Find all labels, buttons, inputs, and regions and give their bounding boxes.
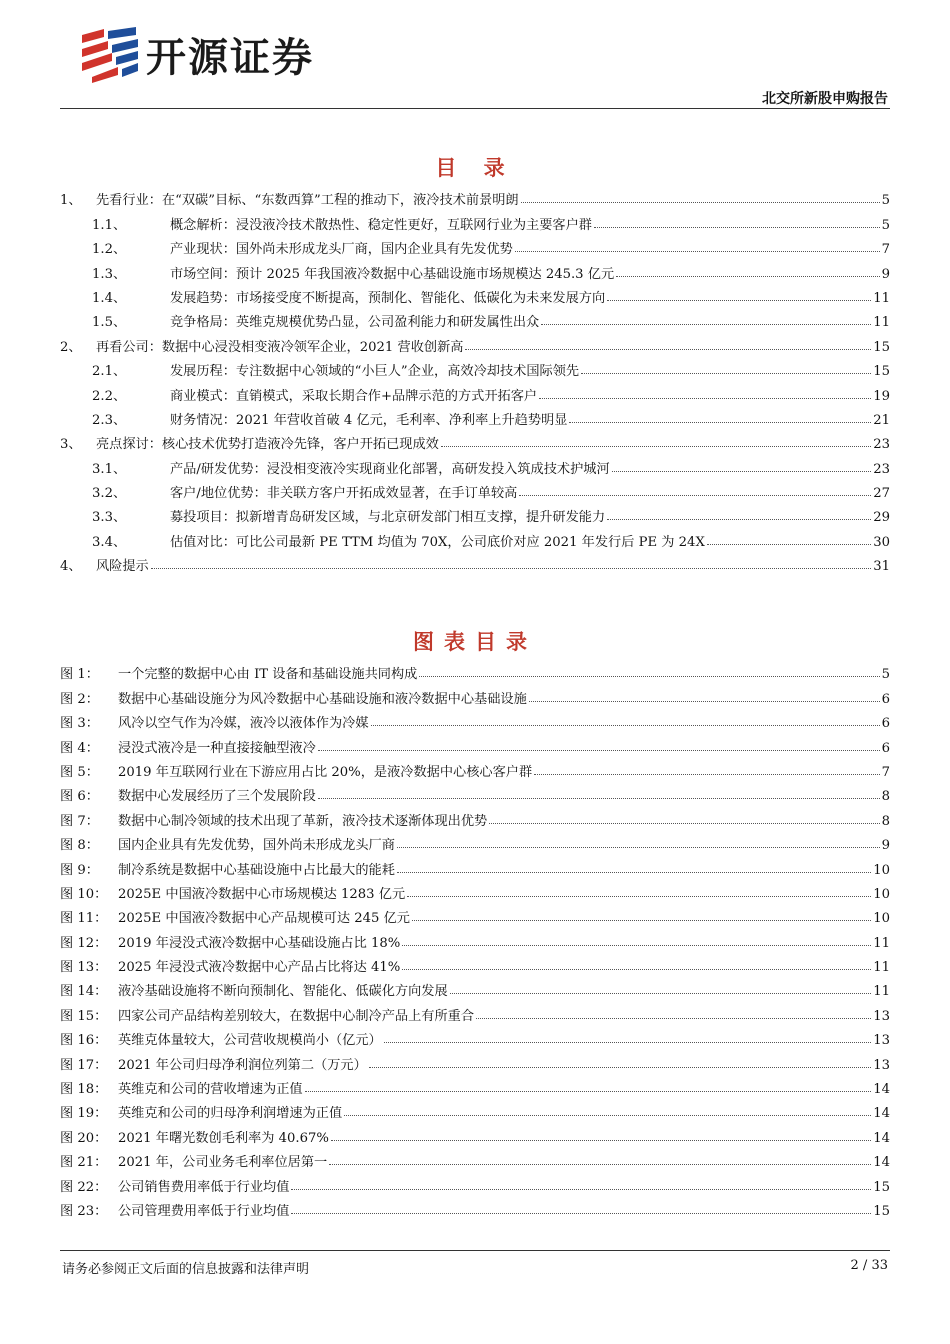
figure-entry-page: 6 (881, 691, 890, 707)
toc-entry-page: 21 (873, 412, 890, 428)
toc-entry-num: 1、 (60, 193, 82, 209)
toc-entry-num: 2.3、 (92, 412, 127, 428)
figure-entry-page: 10 (873, 911, 890, 927)
figure-entry-num: 图 20： (60, 1130, 108, 1146)
figure-entry[interactable] (60, 707, 890, 731)
figures-title: 图表目录 (413, 630, 537, 654)
figure-entry-num: 图 18： (60, 1082, 108, 1098)
figure-entry-page: 6 (881, 740, 890, 756)
dot-leader (450, 993, 872, 994)
figure-entry-num: 图 6： (60, 789, 99, 805)
figure-entry-num: 图 16： (60, 1033, 108, 1049)
figure-entry[interactable] (60, 1195, 890, 1219)
figure-entry-page: 14 (873, 1106, 890, 1122)
toc-entry-title: 再看公司：数据中心浸没相变液冷领军企业，2021 营收创新高 (96, 339, 464, 355)
toc-entry-page: 23 (873, 437, 890, 453)
dot-leader (397, 872, 871, 873)
figure-entry-num: 图 23： (60, 1203, 108, 1219)
toc-entry[interactable] (60, 379, 890, 403)
logo-mark-icon (78, 27, 140, 83)
figure-entry-num: 图 1： (60, 667, 99, 683)
figure-entry-title: 风冷以空气作为冷媒，液冷以液体作为冷媒 (118, 716, 369, 732)
toc-entry-num: 1.2、 (92, 242, 127, 258)
toc-entry-title: 估值对比：可比公司最新 PE TTM 均值为 70X，公司底价对应 2021 年发行后 PE 为 24X (170, 534, 705, 550)
figure-entry-num: 图 13： (60, 960, 108, 976)
toc-entry[interactable] (60, 525, 890, 549)
figure-entry-title: 2021 年公司归母净利润位列第二（万元） (118, 1057, 367, 1073)
figure-entry-title: 2021 年曙光数创毛利率为 40.67% (118, 1130, 329, 1146)
figure-entry-num: 图 19： (60, 1106, 108, 1122)
toc-entry[interactable] (60, 282, 890, 306)
figure-entry-num: 图 3： (60, 716, 99, 732)
figure-entry[interactable] (60, 829, 890, 853)
figure-entry-num: 图 9： (60, 862, 99, 878)
dot-leader (291, 1189, 871, 1190)
toc-entry-num: 2.2、 (92, 388, 127, 404)
toc-entry[interactable] (60, 428, 890, 452)
figure-entry-title: 制冷系统是数据中心基础设施中占比最大的能耗 (118, 862, 395, 878)
figure-entry-page: 13 (873, 1008, 890, 1024)
dot-leader (441, 446, 871, 447)
figure-entry[interactable] (60, 1048, 890, 1072)
dot-leader (369, 1067, 871, 1068)
figure-entry-title: 英维克和公司的归母净利润增速为正值 (118, 1106, 343, 1122)
dot-leader (521, 202, 880, 203)
figure-entry-title: 四家公司产品结构差别较大，在数据中心制冷产品上有所重合 (118, 1008, 475, 1024)
toc-entry-page: 27 (873, 486, 890, 502)
toc-entry-title: 市场空间：预计 2025 年我国液冷数据中心基础设施市场规模达 245.3 亿元 (170, 266, 615, 282)
figure-entry-title: 数据中心发展经历了三个发展阶段 (118, 789, 316, 805)
figure-entry-num: 图 14： (60, 984, 108, 1000)
dot-leader (607, 300, 871, 301)
figure-entry-title: 一个完整的数据中心由 IT 设备和基础设施共同构成 (118, 667, 418, 683)
toc-entry-page: 19 (873, 388, 890, 404)
toc-entry-title: 发展趋势：市场接受度不断提高，预制化、智能化、低碳化为未来发展方向 (170, 290, 606, 306)
toc-entry-num: 3.3、 (92, 510, 127, 526)
toc-entry-title: 概念解析：浸没液冷技术散热性、稳定性更好，互联网行业为主要客户群 (170, 217, 592, 233)
dot-leader (344, 1115, 871, 1116)
figure-entry-page: 15 (873, 1179, 890, 1195)
dot-leader (151, 568, 871, 569)
dot-leader (402, 969, 871, 970)
dot-leader (519, 495, 871, 496)
toc-entry-num: 1.3、 (92, 266, 127, 282)
toc-entry[interactable] (60, 501, 890, 525)
toc-entry-page: 5 (881, 217, 890, 233)
toc-entry[interactable] (60, 550, 890, 574)
figure-entry-title: 公司销售费用率低于行业均值 (118, 1179, 290, 1195)
toc-entry-num: 1.4、 (92, 290, 127, 306)
figure-entry-num: 图 5： (60, 764, 99, 780)
figure-entry[interactable] (60, 951, 890, 975)
figure-entry-page: 5 (881, 667, 890, 683)
report-type: 北交所新股申购报告 (762, 91, 888, 107)
figure-entry-page: 14 (873, 1082, 890, 1098)
toc-entry-num: 3.1、 (92, 461, 127, 477)
figure-entry-num: 图 21： (60, 1155, 108, 1171)
figure-entry[interactable] (60, 780, 890, 804)
toc-entry-num: 2、 (60, 339, 82, 355)
figure-entry-title: 数据中心制冷领域的技术出现了革新，液冷技术逐渐体现出优势 (118, 813, 488, 829)
figure-entry-num: 图 4： (60, 740, 99, 756)
figure-entry-num: 图 8： (60, 838, 99, 854)
dot-leader (612, 471, 872, 472)
toc-entry[interactable] (60, 257, 890, 281)
toc-entry-title: 财务情况：2021 年营收首破 4 亿元，毛利率、净利率上升趋势明显 (170, 412, 568, 428)
figure-entry-num: 图 7： (60, 813, 99, 829)
figure-entry-num: 图 15： (60, 1008, 108, 1024)
figure-entry-page: 14 (873, 1155, 890, 1171)
dot-leader (534, 774, 879, 775)
dot-leader (707, 544, 871, 545)
figure-entry-page: 11 (873, 935, 890, 951)
figure-entry-title: 2019 年浸没式液冷数据中心基础设施占比 18% (118, 935, 401, 951)
table-of-contents (60, 184, 890, 574)
footer-divider (60, 1250, 890, 1251)
figure-entry[interactable] (60, 682, 890, 706)
toc-entry-title: 竞争格局：英维克规模优势凸显，公司盈利能力和研发属性出众 (170, 315, 540, 331)
figure-entry-page: 8 (881, 813, 890, 829)
figure-entry-num: 图 11： (60, 911, 108, 927)
dot-leader (291, 1213, 871, 1214)
figure-entry-page: 14 (873, 1130, 890, 1146)
dot-leader (607, 519, 871, 520)
dot-leader (419, 676, 879, 677)
toc-entry-num: 1.1、 (92, 217, 127, 233)
toc-entry-page: 15 (873, 364, 890, 380)
figure-entry-title: 浸没式液冷是一种直接接触型液冷 (118, 740, 316, 756)
figure-entry-title: 国内企业具有先发优势，国外尚未形成龙头厂商 (118, 838, 395, 854)
dot-leader (397, 847, 880, 848)
toc-entry-num: 1.5、 (92, 315, 127, 331)
dot-leader (329, 1164, 871, 1165)
toc-entry-page: 31 (873, 559, 890, 575)
toc-entry-title: 募投项目：拟新增青岛研发区域，与北京研发部门相互支撑，提升研发能力 (170, 510, 606, 526)
toc-entry-page: 15 (873, 339, 890, 355)
figure-entry[interactable] (60, 756, 890, 780)
figure-entry-page: 13 (873, 1057, 890, 1073)
figure-entry[interactable] (60, 1170, 890, 1194)
figure-entry-title: 2025 年浸没式液冷数据中心产品占比将达 41% (118, 960, 401, 976)
dot-leader (569, 422, 871, 423)
toc-entry[interactable] (60, 233, 890, 257)
dot-leader (305, 1091, 872, 1092)
toc-entry-page: 29 (873, 510, 890, 526)
dot-leader (541, 324, 871, 325)
figure-entry[interactable] (60, 1146, 890, 1170)
toc-entry-page: 7 (881, 242, 890, 258)
page-header (0, 0, 950, 112)
page-indicator: 2 / 33 (850, 1258, 888, 1273)
toc-entry[interactable] (60, 404, 890, 428)
figure-entry-page: 8 (881, 789, 890, 805)
toc-entry-num: 3.2、 (92, 486, 127, 502)
toc-entry[interactable] (60, 208, 890, 232)
dot-leader (407, 896, 871, 897)
toc-title: 目 录 (435, 156, 515, 180)
figure-entry[interactable] (60, 853, 890, 877)
toc-entry[interactable] (60, 330, 890, 354)
dot-leader (539, 398, 871, 399)
figure-entry-page: 11 (873, 984, 890, 1000)
figure-entry-title: 2025E 中国液冷数据中心产品规模可达 245 亿元 (118, 911, 410, 927)
toc-entry-title: 产品/研发优势：浸没相变液冷实现商业化部署，高研发投入筑成技术护城河 (170, 461, 610, 477)
toc-entry-num: 4、 (60, 559, 82, 575)
toc-entry-num: 3、 (60, 437, 82, 453)
toc-entry-page: 23 (873, 461, 890, 477)
toc-entry-page: 30 (873, 534, 890, 550)
figure-entry[interactable] (60, 975, 890, 999)
toc-entry-title: 产业现状：国外尚未形成龙头厂商，国内企业具有先发优势 (170, 242, 513, 258)
toc-entry[interactable] (60, 477, 890, 501)
figure-entry[interactable] (60, 1073, 890, 1097)
figure-entry-num: 图 17： (60, 1057, 108, 1073)
figure-entry-page: 13 (873, 1033, 890, 1049)
figure-entry-title: 英维克和公司的营收增速为正值 (118, 1082, 303, 1098)
list-of-figures (60, 658, 890, 1219)
toc-entry[interactable] (60, 306, 890, 330)
figure-entry[interactable] (60, 804, 890, 828)
dot-leader (371, 725, 880, 726)
dot-leader (476, 1018, 871, 1019)
dot-leader (581, 373, 871, 374)
figure-entry[interactable] (60, 658, 890, 682)
figure-entry[interactable] (60, 926, 890, 950)
toc-entry-title: 亮点探讨：核心技术优势打造液冷先锋，客户开拓已现成效 (96, 437, 439, 453)
figure-entry-page: 6 (881, 716, 890, 732)
figure-entry-page: 9 (881, 838, 890, 854)
figure-entry[interactable] (60, 902, 890, 926)
toc-entry[interactable] (60, 184, 890, 208)
dot-leader (318, 798, 880, 799)
toc-entry-page: 5 (881, 193, 890, 209)
dot-leader (594, 227, 880, 228)
figure-entry-num: 图 2： (60, 691, 99, 707)
figure-entry-title: 2021 年，公司业务毛利率位居第一 (118, 1155, 328, 1171)
toc-entry-num: 3.4、 (92, 534, 127, 550)
dot-leader (489, 823, 879, 824)
dot-leader (318, 750, 880, 751)
toc-entry-title: 发展历程：专注数据中心领域的“小巨人”企业，高效冷却技术国际领先 (170, 364, 580, 380)
figure-entry-page: 15 (873, 1203, 890, 1219)
figure-entry[interactable] (60, 1024, 890, 1048)
figure-entry[interactable] (60, 731, 890, 755)
dot-leader (465, 349, 871, 350)
dot-leader (331, 1140, 871, 1141)
toc-entry-page: 11 (873, 290, 890, 306)
dot-leader (515, 251, 880, 252)
figure-entry-title: 液冷基础设施将不断向预制化、智能化、低碳化方向发展 (118, 984, 448, 1000)
figure-entry-num: 图 10： (60, 886, 108, 902)
figure-entry[interactable] (60, 1097, 890, 1121)
dot-leader (529, 701, 880, 702)
toc-entry-title: 先看行业：在“双碳”目标、“东数西算”工程的推动下，液冷技术前景明朗 (96, 193, 519, 209)
figure-entry-title: 2019 年互联网行业在下游应用占比 20%，是液冷数据中心核心客户群 (118, 764, 533, 780)
dot-leader (384, 1042, 871, 1043)
toc-entry[interactable] (60, 452, 890, 476)
toc-entry-page: 9 (881, 266, 890, 282)
dot-leader (412, 920, 871, 921)
figure-entry[interactable] (60, 999, 890, 1023)
figure-entry-page: 10 (873, 862, 890, 878)
figure-entry-num: 图 22： (60, 1179, 108, 1195)
logo-text: 开源证券 (146, 35, 314, 81)
figure-entry-page: 11 (873, 960, 890, 976)
footer-disclaimer: 请务必参阅正文后面的信息披露和法律声明 (62, 1262, 310, 1277)
figure-entry-title: 数据中心基础设施分为风冷数据中心基础设施和液冷数据中心基础设施 (118, 691, 527, 707)
toc-entry-title: 商业模式：直销模式，采取长期合作+品牌示范的方式开拓客户 (170, 388, 538, 404)
dot-leader (402, 945, 871, 946)
header-divider (60, 108, 890, 109)
toc-entry-title: 风险提示 (96, 559, 149, 575)
figure-entry-title: 英维克体量较大，公司营收规模尚小（亿元） (118, 1033, 382, 1049)
figure-entry-title: 公司管理费用率低于行业均值 (118, 1203, 290, 1219)
dot-leader (616, 276, 879, 277)
company-logo (78, 26, 314, 83)
figure-entry[interactable] (60, 878, 890, 902)
toc-entry[interactable] (60, 355, 890, 379)
toc-entry-page: 11 (873, 315, 890, 331)
toc-entry-title: 客户/地位优势：非关联方客户开拓成效显著，在手订单较高 (170, 486, 518, 502)
figure-entry-page: 10 (873, 886, 890, 902)
figure-entry[interactable] (60, 1121, 890, 1145)
figure-entry-title: 2025E 中国液冷数据中心市场规模达 1283 亿元 (118, 886, 406, 902)
toc-entry-num: 2.1、 (92, 364, 127, 380)
figure-entry-num: 图 12： (60, 935, 108, 951)
figure-entry-page: 7 (881, 764, 890, 780)
